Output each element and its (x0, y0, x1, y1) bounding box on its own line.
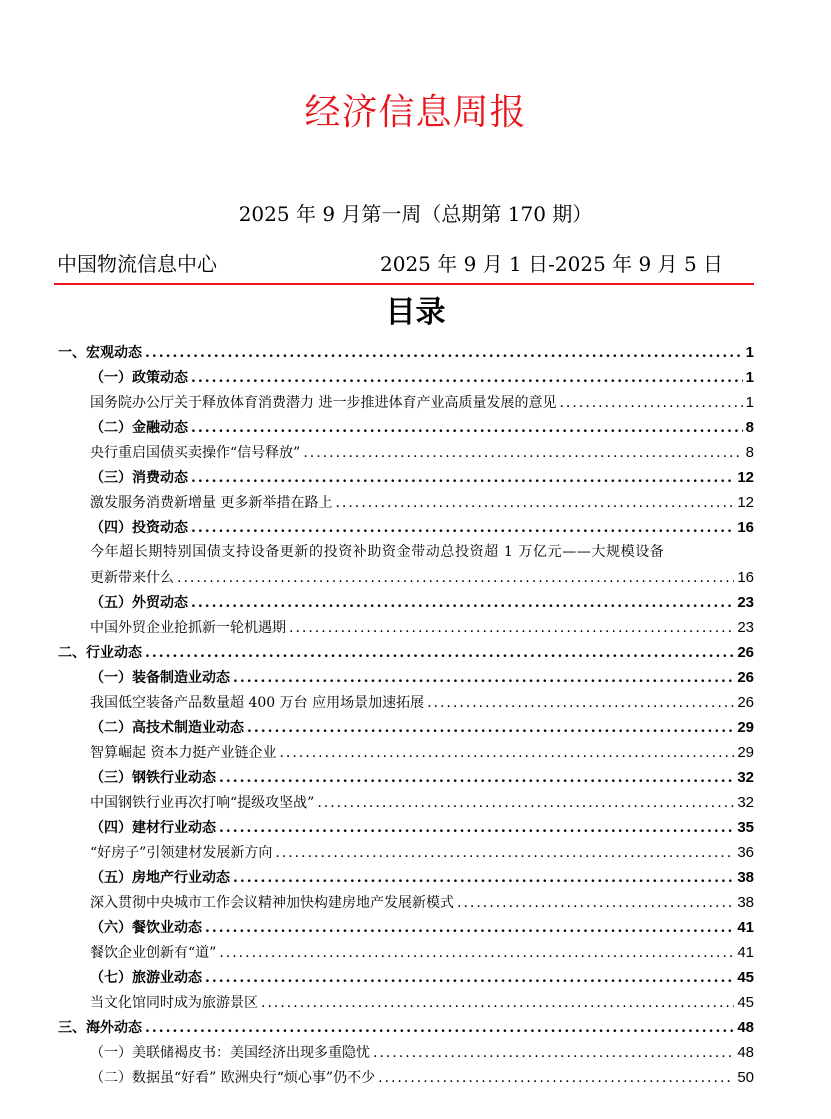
toc-entry-building-materials[interactable]: （四）建材行业动态 ..... 35 (58, 815, 754, 840)
toc-entry-cultural-center[interactable]: 当文化馆同时成为旅游景区 ..... 45 (58, 990, 754, 1015)
header-divider (54, 283, 754, 285)
toc-entry-equipment-renewal[interactable]: 更新带来什么 ..... 16 (58, 565, 754, 590)
toc-entry-foreign-trade[interactable]: （五）外贸动态 ..... 23 (58, 590, 754, 615)
date-range: 2025 年 9 月 1 日-2025 年 9 月 5 日 (380, 252, 724, 276)
report-title: 经济信息周报 (304, 92, 527, 133)
toc-entry-tourism[interactable]: （七）旅游业动态 ..... 45 (58, 965, 754, 990)
publisher-name: 中国物流信息中心 (57, 252, 217, 276)
toc-entry-equipment-manufacturing[interactable]: （一）装备制造业动态 ..... 26 (58, 665, 754, 690)
toc-entry-computing-power[interactable]: 智算崛起 资本力挺产业链企业 ..... 29 (58, 740, 754, 765)
toc-entry-trade-opportunity[interactable]: 中国外贸企业抢抓新一轮机遇期 ..... 23 (58, 615, 754, 640)
toc-entry-real-estate-model[interactable]: 深入贯彻中央城市工作会议精神加快构建房地产发展新模式 ..... 38 (58, 890, 754, 915)
toc-entry-macro[interactable]: 一、宏观动态 ..... 1 (58, 340, 754, 365)
toc-heading: 目录 (385, 295, 446, 330)
table-of-contents (58, 340, 754, 1090)
toc-entry-finance[interactable]: （二）金融动态 ..... 8 (58, 415, 754, 440)
toc-entry-beige-book[interactable]: （一）美联储褐皮书：美国经济出现多重隐忧 ..... 48 (58, 1040, 754, 1065)
toc-entry-consumption[interactable]: （三）消费动态 ..... 12 (58, 465, 754, 490)
issue-line: 2025 年 9 月第一周（总期第 170 期） (238, 202, 593, 226)
toc-entry-sports-consumption[interactable]: 国务院办公厅关于释放体育消费潜力 进一步推进体育产业高质量发展的意见 ..... 1 (58, 390, 754, 415)
toc-entry-high-tech[interactable]: （二）高技术制造业动态 ..... 29 (58, 715, 754, 740)
toc-entry-real-estate[interactable]: （五）房地产行业动态 ..... 38 (58, 865, 754, 890)
toc-entry-policy[interactable]: （一）政策动态 ..... 1 (58, 365, 754, 390)
toc-entry-industry[interactable]: 二、行业动态 ..... 26 (58, 640, 754, 665)
toc-entry-good-houses[interactable]: “好房子”引领建材发展新方向 ..... 36 (58, 840, 754, 865)
toc-entry-steel[interactable]: （三）钢铁行业动态 ..... 32 (58, 765, 754, 790)
toc-entry-steel-campaign[interactable]: 中国钢铁行业再次打响“提级攻坚战” ..... 32 (58, 790, 754, 815)
toc-entry-catering-innovation[interactable]: 餐饮企业创新有“道” ..... 41 (58, 940, 754, 965)
toc-entry-equipment-renewal-line1[interactable]: 今年超长期特别国债支持设备更新的投资补助资金带动总投资超 1 万亿元——大规模设备 (90, 544, 665, 560)
toc-entry-service-consumption[interactable]: 激发服务消费新增量 更多新举措在路上 ..... 12 (58, 490, 754, 515)
toc-entry-ecb-worries[interactable]: （二）数据虽“好看” 欧洲央行“烦心事”仍不少 ..... 50 (58, 1065, 754, 1090)
toc-entry-treasury-trading[interactable]: 央行重启国债买卖操作“信号释放” ..... 8 (58, 440, 754, 465)
toc-entry-catering[interactable]: （六）餐饮业动态 ..... 41 (58, 915, 754, 940)
toc-entry-low-altitude[interactable]: 我国低空装备产品数量超 400 万台 应用场景加速拓展 ..... 26 (58, 690, 754, 715)
toc-entry-overseas[interactable]: 三、海外动态 ..... 48 (58, 1015, 754, 1040)
toc-entry-investment[interactable]: （四）投资动态 ..... 16 (58, 515, 754, 540)
